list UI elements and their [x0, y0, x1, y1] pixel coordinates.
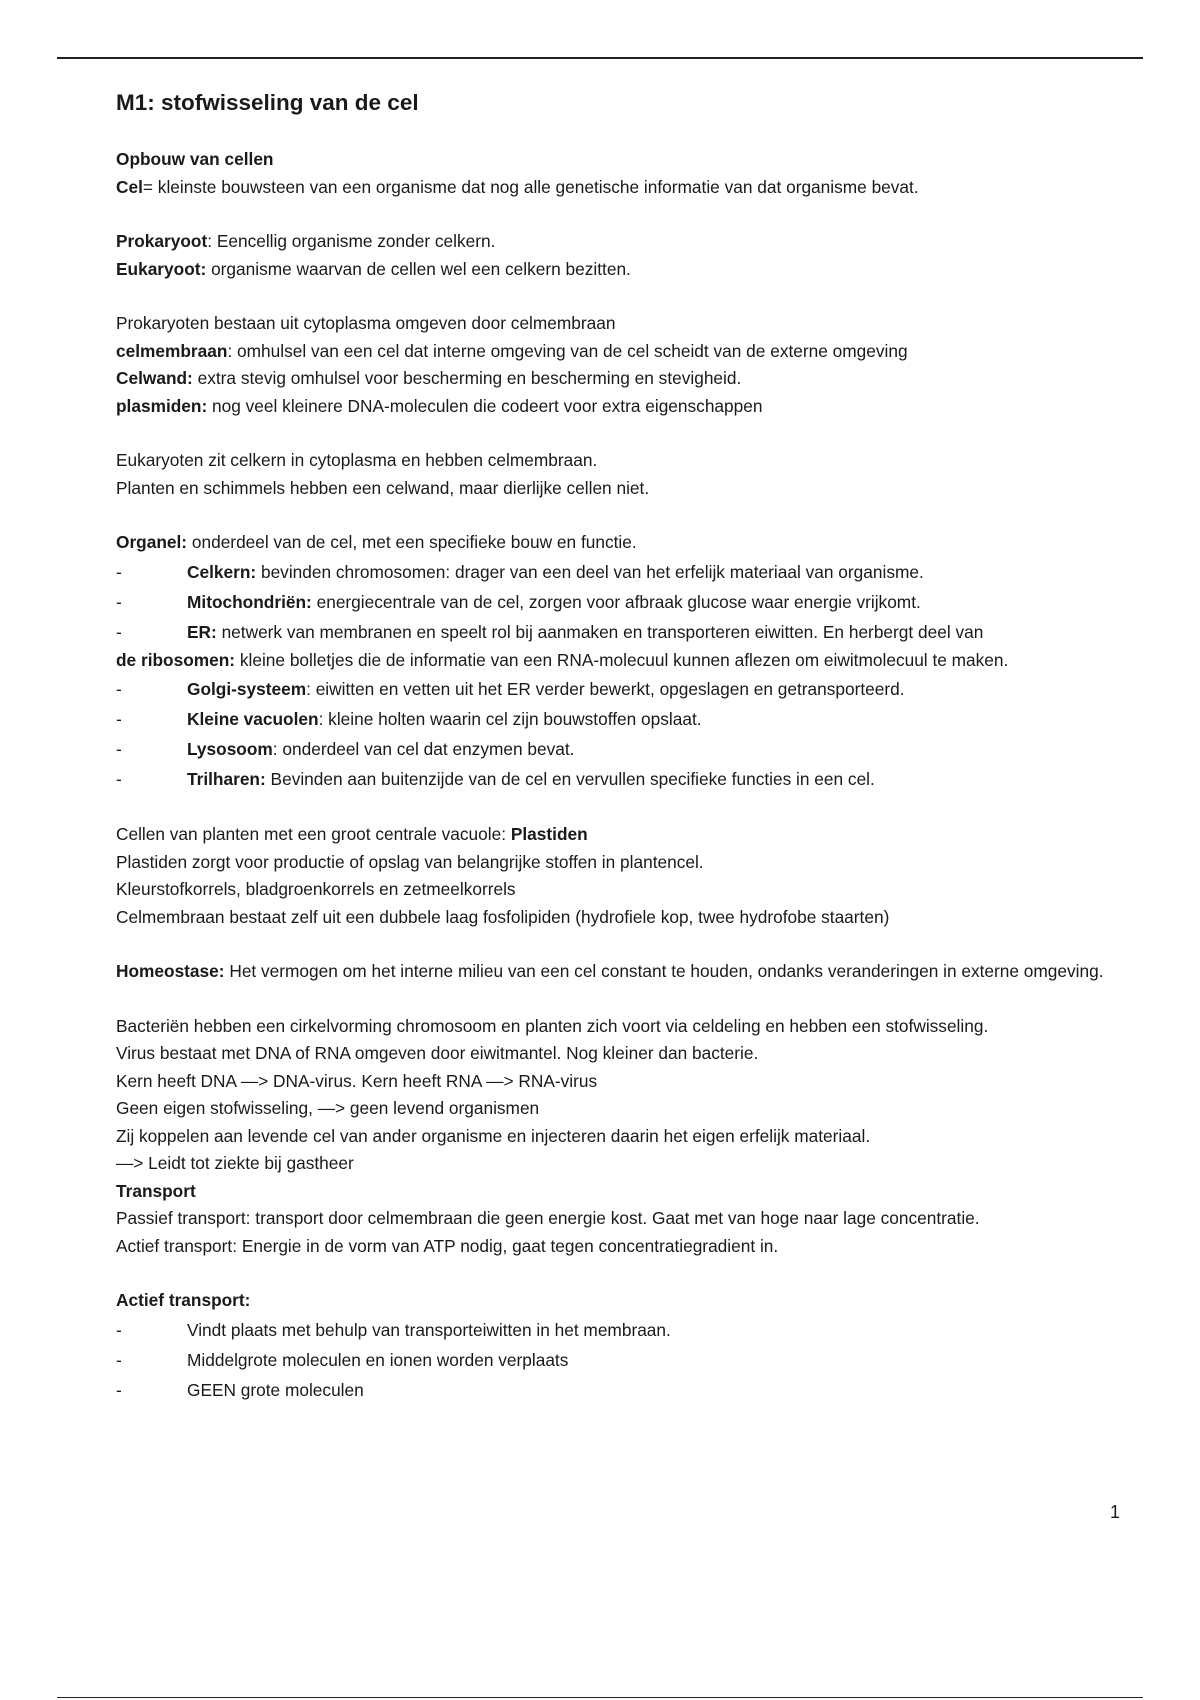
page-content	[116, 86, 1120, 1405]
section-heading-opbouw: Opbouw van cellen	[116, 149, 274, 169]
definition-homeostase: Homeostase: Het vermogen om het interne milieu van een cel constant te houden, ondanks veranderingen in externe omgeving.	[116, 961, 1104, 981]
definition-ribosomen: de ribosomen: kleine bolletjes die de informatie van een RNA-molecuul kunnen aflezen om eiwitmolecuul te maken.	[116, 649, 1009, 670]
transport-passief: Passief transport: transport door celmembraan die geen energie kost. Gaat met van hoge naar lage concentratie.	[116, 1208, 980, 1228]
virus-line-3: Kern heeft DNA —> DNA-virus. Kern heeft RNA —> RNA-virus	[116, 1070, 598, 1091]
virus-line-5: Zij koppelen aan levende cel van ander organisme en injecteren daarin het eigen erfelijk materiaal.	[116, 1125, 871, 1146]
page-number: 1	[1109, 1502, 1120, 1522]
definition-organel: Organel: onderdeel van de cel, met een specifieke bouw en functie.	[116, 532, 637, 552]
transport-actief: Actief transport: Energie in de vorm van ATP nodig, gaat tegen concentratiegradient in.	[116, 1235, 779, 1256]
eukaryoten-line-1: Eukaryoten zit celkern in cytoplasma en hebben celmembraan.	[116, 450, 598, 470]
plastiden-line-4: Celmembraan bestaat zelf uit een dubbele laag fosfolipiden (hydrofiele kop, twee hydrofobe staarten)	[116, 906, 890, 927]
list-item-er: - ER: netwerk van membranen en speelt rol bij aanmaken en transporteren eiwitten. En herbergt deel van	[116, 621, 984, 642]
definition-eukaryoot: Eukaryoot: organisme waarvan de cellen wel een celkern bezitten.	[116, 258, 631, 279]
definition-cel: Cel= kleinste bouwsteen van een organisme dat nog alle genetische informatie van dat organisme bevat.	[116, 176, 919, 197]
list-item-vacuolen: - Kleine vacuolen: kleine holten waarin cel zijn bouwstoffen opslaat.	[116, 709, 702, 729]
list-item-actief-1: - Vindt plaats met behulp van transporteiwitten in het membraan.	[116, 1319, 671, 1340]
list-item-actief-3: - GEEN grote moleculen	[116, 1379, 364, 1400]
definition-celwand: Celwand: extra stevig omhulsel voor bescherming en bescherming en stevigheid.	[116, 368, 742, 388]
virus-line-6: —> Leidt tot ziekte bij gastheer	[116, 1153, 354, 1173]
plastiden-line-3: Kleurstofkorrels, bladgroenkorrels en zetmeelkorrels	[116, 879, 516, 899]
top-rule	[57, 57, 1143, 59]
definition-celmembraan: celmembraan: omhulsel van een cel dat interne omgeving van de cel scheidt van de externe omgeving	[116, 340, 908, 361]
plastiden-line-1: Cellen van planten met een groot centrale vacuole: Plastiden	[116, 824, 588, 844]
virus-line-4: Geen eigen stofwisseling, —> geen levend organismen	[116, 1098, 540, 1118]
list-item-lysosoom: - Lysosoom: onderdeel van cel dat enzymen bevat.	[116, 739, 575, 759]
section-heading-transport: Transport	[116, 1180, 196, 1201]
list-item-mitochondrien: - Mitochondriën: energiecentrale van de cel, zorgen voor afbraak glucose waar energie vrijkomt.	[116, 591, 921, 612]
virus-line-2: Virus bestaat met DNA of RNA omgeven door eiwitmantel. Nog kleiner dan bacterie.	[116, 1043, 759, 1063]
list-item-golgi: - Golgi-systeem: eiwitten en vetten uit het ER verder bewerkt, opgeslagen en getransporteerd.	[116, 679, 905, 699]
list-item-celkern: - Celkern: bevinden chromosomen: drager van een deel van het erfelijk materiaal van organisme.	[116, 561, 924, 582]
definition-plasmiden: plasmiden: nog veel kleinere DNA-moleculen die codeert voor extra eigenschappen	[116, 395, 763, 416]
eukaryoten-line-2: Planten en schimmels hebben een celwand, maar dierlijke cellen niet.	[116, 477, 650, 498]
definition-prokaryoot: Prokaryoot: Eencellig organisme zonder celkern.	[116, 231, 496, 251]
virus-line-1: Bacteriën hebben een cirkelvorming chromosoom en planten zich voort via celdeling en hebben een stofwisseling.	[116, 1015, 989, 1036]
list-item-trilharen: - Trilharen: Bevinden aan buitenzijde van de cel en vervullen specifieke functies in een cel.	[116, 769, 875, 789]
prokaryoten-intro: Prokaryoten bestaan uit cytoplasma omgeven door celmembraan	[116, 313, 616, 333]
plastiden-line-2: Plastiden zorgt voor productie of opslag van belangrijke stoffen in plantencel.	[116, 851, 704, 872]
section-heading-actief-transport: Actief transport:	[116, 1290, 251, 1310]
page-title: M1: stofwisseling van de cel	[116, 90, 419, 115]
list-item-actief-2: - Middelgrote moleculen en ionen worden verplaats	[116, 1349, 569, 1370]
bottom-rule	[57, 1697, 1143, 1698]
